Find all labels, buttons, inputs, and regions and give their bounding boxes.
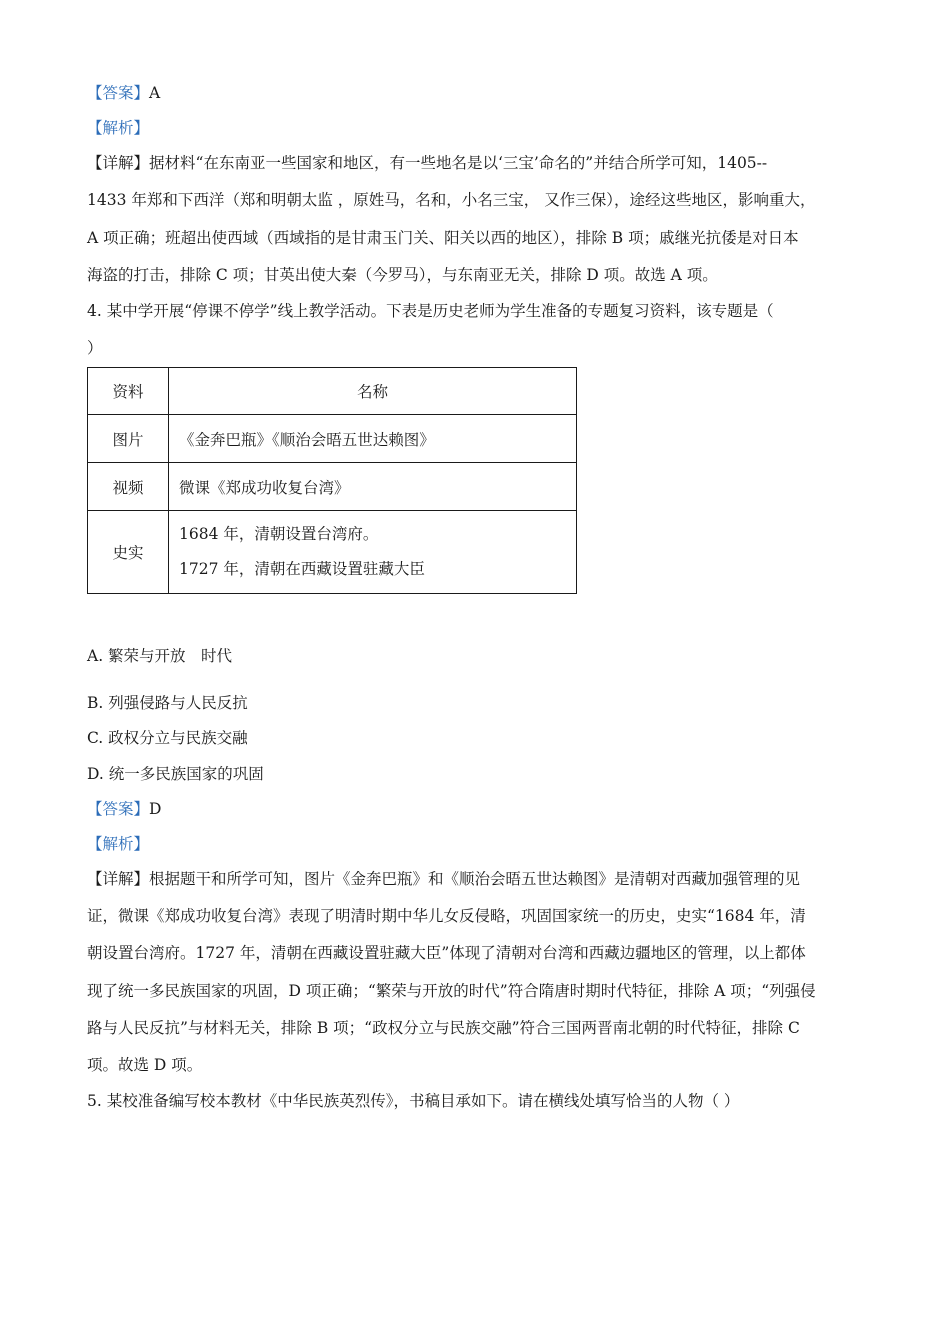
table-row [88, 415, 577, 463]
q4-analysis-tag: 【解析】 [87, 835, 150, 853]
q3-detail-line-3: A 项正确；班超出使西域（西域指的是甘肃玉门关、阳关以西的地区），排除 B 项；戚继光抗倭是对日本 [87, 229, 799, 247]
q4-detail-line-6: 项。故选 D 项。 [87, 1056, 203, 1074]
answer-value: D [149, 800, 162, 818]
fact-line-2: 1727 年，清朝在西藏设置驻藏大臣 [179, 560, 425, 578]
header-cell-material: 资料 [88, 368, 169, 415]
option-a: A. 繁荣与开放 时代 [87, 647, 233, 665]
q4-detail-line-4: 现了统一多民族国家的巩固，D 项正确；“繁荣与开放的时代”符合隋唐时期时代特征，排除 A 项；“列强侵 [87, 982, 816, 1000]
q3-detail-line-2: 1433 年郑和下西洋（郑和明朝太监 ，原姓马，名和，小名三宝， 又作三保），途经这些地区，影响重大， [87, 191, 816, 209]
row-label: 视频 [88, 463, 169, 511]
table-row [88, 511, 577, 594]
q3-detail-line-1 [87, 151, 767, 173]
table-row [88, 463, 577, 511]
detail-tag: 【详解】 [87, 154, 150, 172]
option-b: B. 列强侵路与人民反抗 [87, 694, 248, 712]
header-cell-name: 名称 [169, 368, 577, 415]
q3-detail-line-4: 海盗的打击，排除 C 项；甘英出使大秦（今罗马），与东南亚无关，排除 D 项。故选 A 项。 [87, 266, 718, 284]
answer-value: A [149, 84, 161, 102]
row-label: 史实 [88, 511, 169, 594]
q4-stem-line-1: 4. 某中学开展“停课不停学”线上教学活动。下表是历史老师为学生准备的专题复习资料，该专题是（ [87, 302, 774, 320]
answer-tag: 【答案】 [87, 84, 150, 102]
q3-answer [87, 81, 160, 103]
row-content [169, 511, 577, 594]
answer-tag: 【答案】 [87, 800, 150, 818]
q4-detail-line-5: 路与人民反抗”与材料无关，排除 B 项；“政权分立与民族交融”符合三国两晋南北朝的时代特征，排除 C [87, 1019, 800, 1037]
row-content: 《金奔巴瓶》《顺治会晤五世达赖图》 [169, 415, 577, 463]
detail-text: 据材料“在东南亚一些国家和地区，有一些地名是以‘三宝’命名的”并结合所学可知，1405-- [149, 154, 768, 172]
fact-line-1: 1684 年，清朝设置台湾府。 [179, 525, 379, 543]
q5-stem: 5. 某校准备编写校本教材《中华民族英烈传》，书稿目承如下。请在横线处填写恰当的人物（ ） [87, 1092, 740, 1110]
q3-analysis-tag: 【解析】 [87, 119, 150, 137]
row-label: 图片 [88, 415, 169, 463]
q4-detail-line-3: 朝设置台湾府。1727 年，清朝在西藏设置驻藏大臣”体现了清朝对台湾和西藏边疆地区的管理，以上都体 [87, 944, 806, 962]
q4-detail-line-2: 证，微课《郑成功收复台湾》表现了明清时期中华儿女反侵略，巩固国家统一的历史，史实“1684 年，清 [87, 907, 806, 925]
q4-stem-line-2: ） [87, 339, 103, 357]
detail-text: 根据题干和所学可知，图片《金奔巴瓶》和《顺治会晤五世达赖图》是清朝对西藏加强管理的见 [149, 870, 801, 888]
option-d: D. 统一多民族国家的巩固 [87, 765, 264, 783]
row-content: 微课《郑成功收复台湾》 [169, 463, 577, 511]
detail-tag: 【详解】 [87, 870, 150, 888]
q4-answer [87, 797, 161, 819]
table-header-row [88, 368, 577, 415]
materials-table [87, 367, 577, 594]
q4-detail-line-1 [87, 867, 800, 889]
option-c: C. 政权分立与民族交融 [87, 729, 248, 747]
